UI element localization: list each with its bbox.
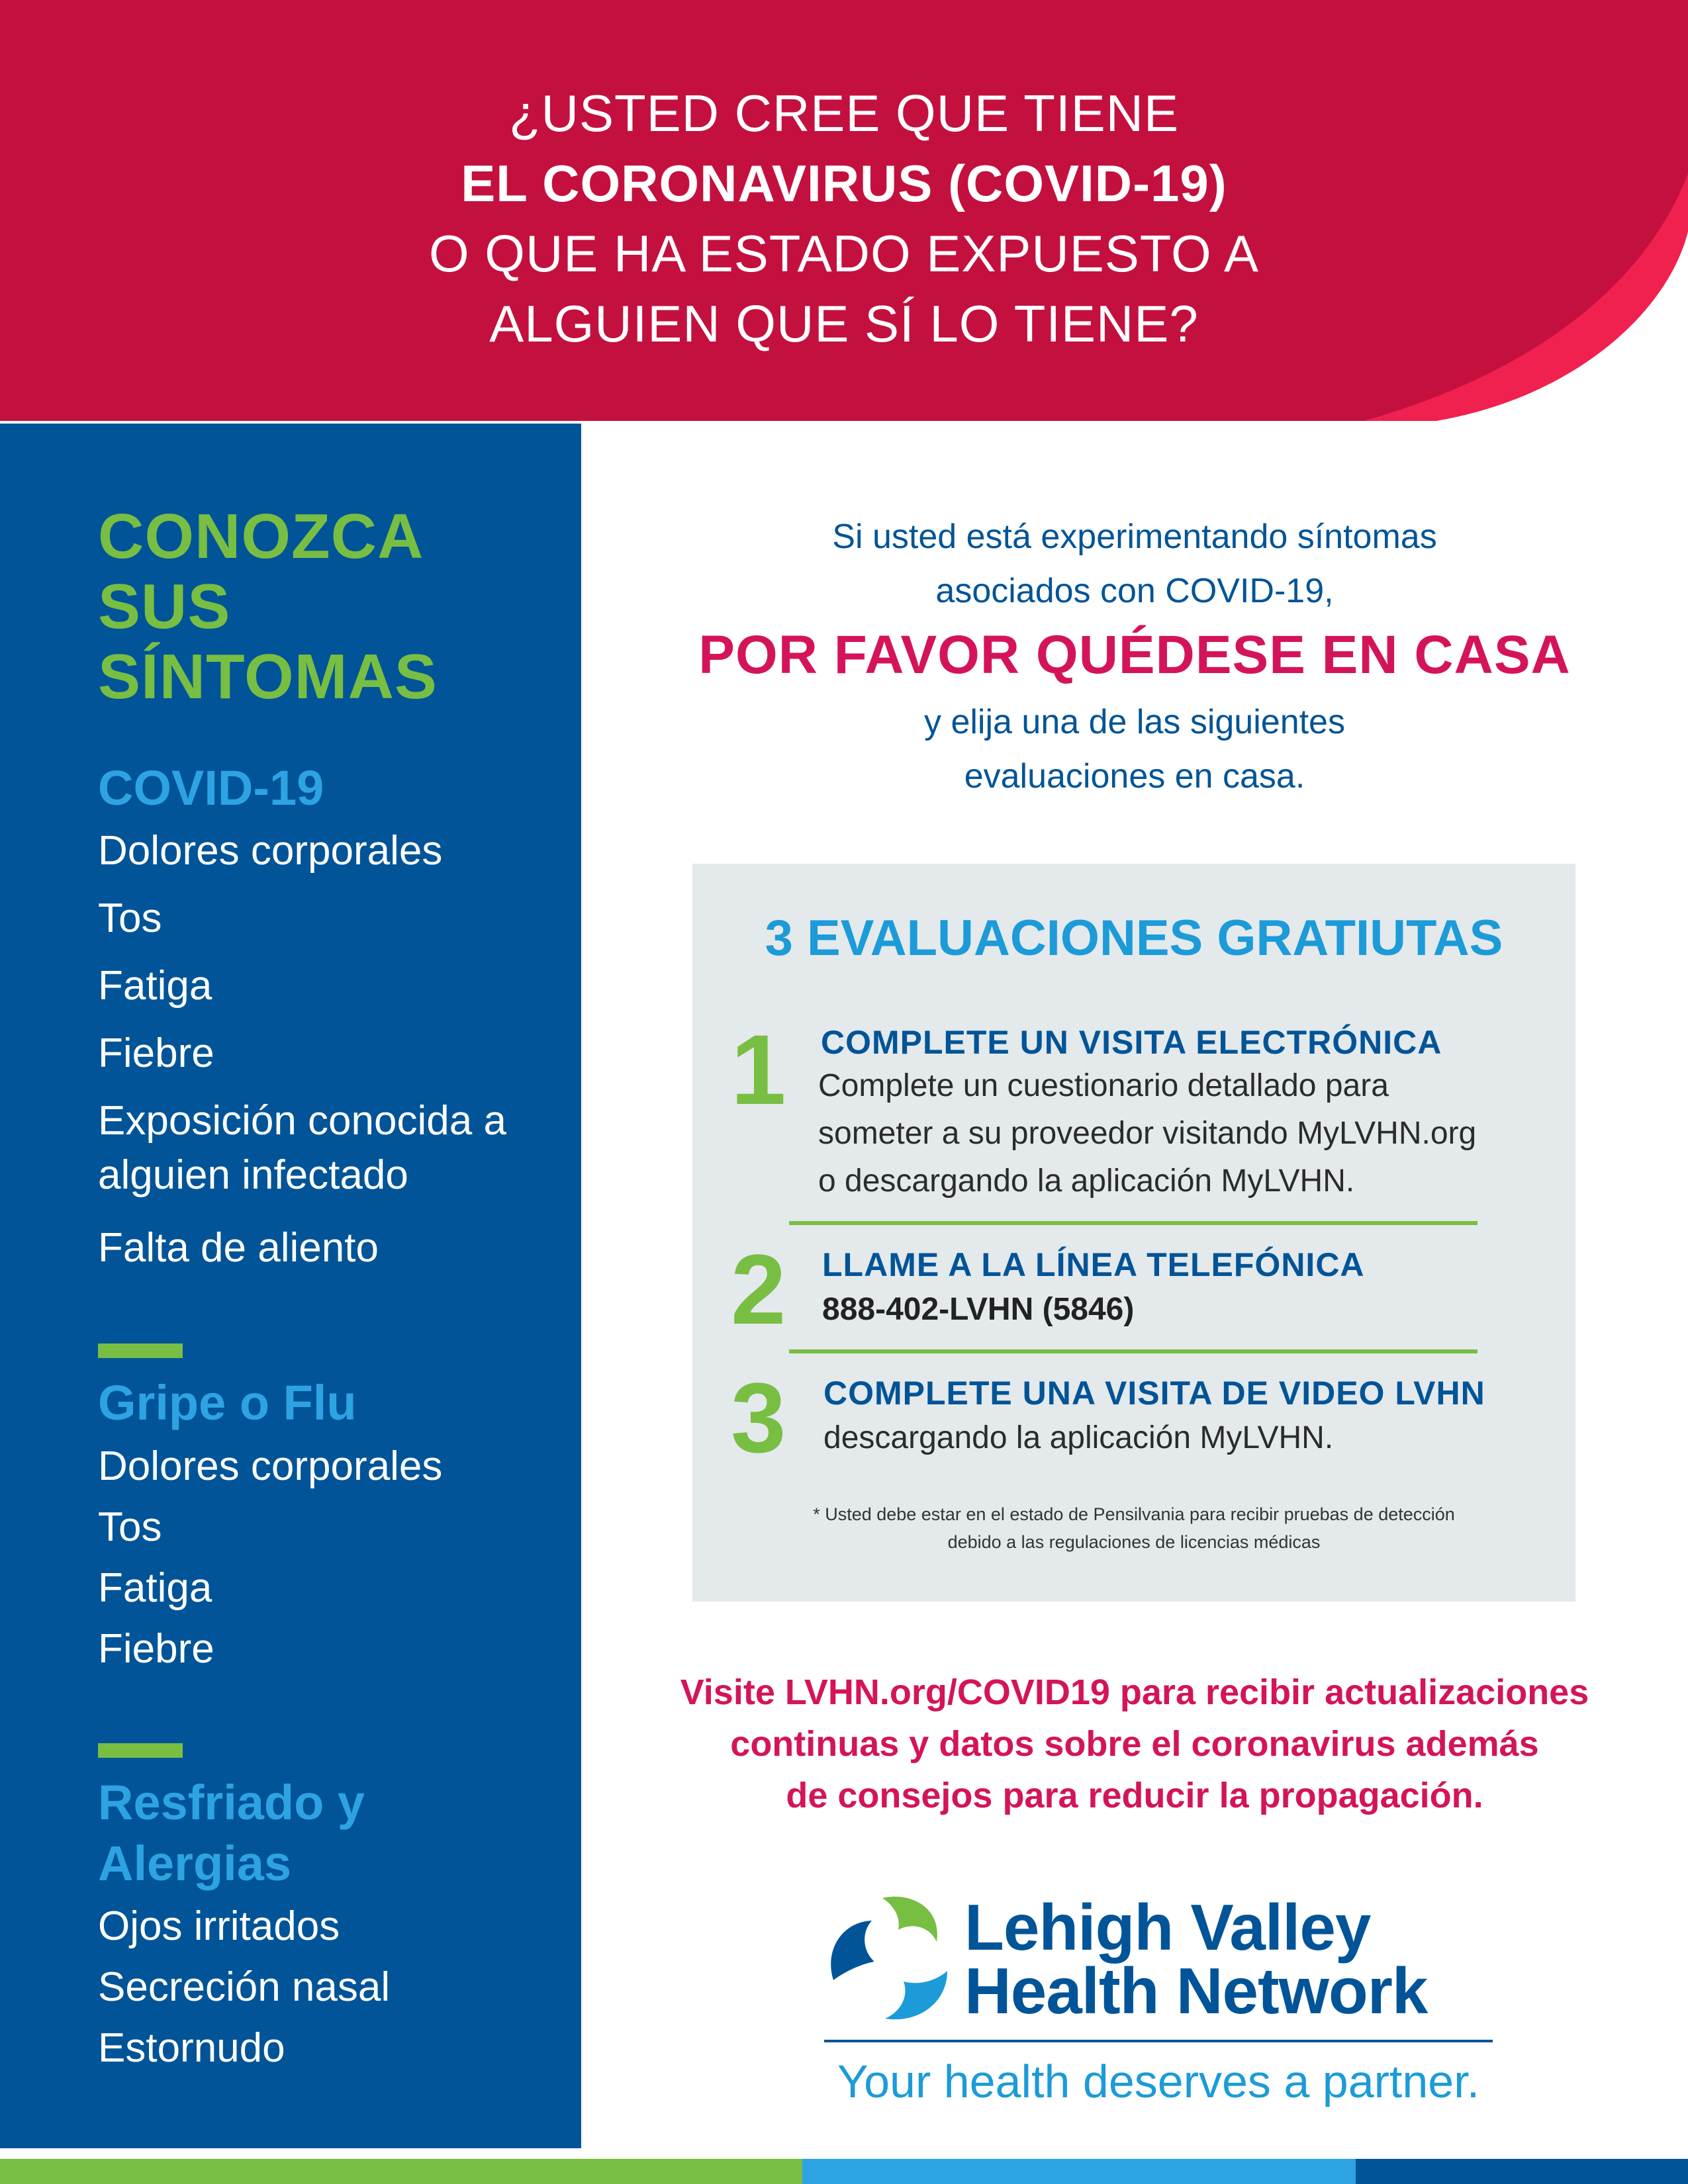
cold-heading [98, 1772, 365, 1894]
sidebar-title [98, 502, 438, 712]
step-description-3: descargando la aplicación MyLVHN. [823, 1420, 1334, 1455]
sidebar-title-line: SÍNTOMAS [98, 641, 438, 712]
symptoms-sidebar [0, 424, 581, 2148]
evaluations-box [692, 864, 1575, 1602]
covid-heading: COVID-19 [98, 760, 324, 815]
visit-line[interactable]: Visite LVHN.org/COVID19 para recibir actualizaciones [680, 1672, 1589, 1712]
strip-green [0, 2159, 802, 2184]
covid-symptom: alguien infectado [98, 1152, 408, 1198]
intro-line: Si usted está experimentando síntomas [832, 518, 1437, 556]
visit-website-note [581, 1666, 1688, 1821]
covid-symptom: Tos [98, 895, 162, 941]
step-description-line: o descargando la aplicación MyLVHN. [818, 1163, 1355, 1199]
intro-line: asociados con COVID-19, [935, 572, 1334, 610]
step-title-2: LLAME A LA LÍNEA TELEFÓNICA [822, 1246, 1365, 1283]
flu-symptom: Dolores corporales [98, 1443, 443, 1489]
header-line-1: ¿USTED CREE QUE TIENE [508, 84, 1180, 142]
step-divider [789, 1221, 1477, 1225]
step-number-3: 3 [731, 1362, 786, 1473]
flu-symptom: Tos [98, 1504, 162, 1550]
step-title-1: COMPLETE UN VISITA ELECTRÓNICA [821, 1024, 1442, 1061]
step-description-line: Complete un cuestionario detallado para [818, 1068, 1389, 1103]
step-number-2: 2 [731, 1234, 786, 1345]
covid-symptom: Exposición conocida a [98, 1098, 506, 1144]
covid-symptom: Fatiga [98, 963, 212, 1009]
strip-navy [1356, 2159, 1688, 2184]
logo-name-line: Lehigh Valley [964, 1891, 1371, 1964]
logo-divider [824, 2040, 1493, 2042]
covid-symptom: Falta de aliento [98, 1225, 379, 1271]
intro-bottom [581, 695, 1688, 803]
lvhn-logo-name [964, 1891, 1428, 2027]
logo-tagline: Your health deserves a partner. [837, 2056, 1480, 2107]
stay-home-emphasis: POR FAVOR QUÉDESE EN CASA [698, 625, 1571, 685]
step-number-1: 1 [731, 1014, 786, 1125]
visit-line: continuas y datos sobre el coronavirus además [730, 1724, 1539, 1764]
step-description-1 [818, 1062, 1476, 1205]
header-line-4: ALGUIEN QUE SÍ LO TIENE? [489, 295, 1199, 353]
intro-line: evaluaciones en casa. [964, 757, 1305, 796]
step-description-line: someter a su proveedor visitando MyLVHN.org [818, 1116, 1477, 1151]
cold-symptom: Estornudo [98, 2025, 285, 2071]
strip-blue [802, 2159, 1356, 2184]
lvhn-logo [824, 1886, 1493, 2118]
covid-symptom: Dolores corporales [98, 828, 443, 874]
cold-heading-line: Resfriado y [98, 1775, 365, 1830]
footnote-line: * Usted debe estar en el estado de Pensilvania para recibir pruebas de detección [813, 1504, 1455, 1524]
step-title-3: COMPLETE UNA VISITA DE VIDEO LVHN [823, 1375, 1485, 1412]
intro-line: y elija una de las siguientes [924, 703, 1345, 741]
bottom-color-strip [0, 2159, 1688, 2184]
covid-symptom: Fiebre [98, 1030, 214, 1076]
intro-top [581, 510, 1688, 618]
sidebar-title-line: SUS [98, 571, 231, 642]
visit-line: de consejos para reducir la propagación. [786, 1776, 1483, 1815]
sidebar-title-line: CONOZCA [98, 501, 424, 572]
section-divider [98, 1343, 183, 1358]
header-question [0, 78, 1688, 359]
header-line-3: O QUE HA ESTADO EXPUESTO A [428, 224, 1260, 283]
cold-symptom: Secreción nasal [98, 1964, 391, 2010]
cold-heading-line: Alergias [98, 1836, 292, 1891]
header-banner [0, 0, 1688, 424]
logo-name-line: Health Network [964, 1954, 1428, 2027]
cold-symptom: Ojos irritados [98, 1903, 340, 1949]
phone-number[interactable]: 888-402-LVHN (5846) [822, 1292, 1135, 1327]
flu-heading: Gripe o Flu [98, 1375, 357, 1430]
evaluations-title: 3 EVALUACIONES GRATIUTAS [765, 910, 1503, 966]
footnote-line: debido a las regulaciones de licencias médicas [947, 1532, 1321, 1552]
flu-symptom: Fiebre [98, 1626, 214, 1672]
flu-symptom: Fatiga [98, 1565, 212, 1611]
lvhn-swirl-icon [824, 1893, 957, 2025]
step-divider [789, 1349, 1477, 1353]
section-divider [98, 1743, 183, 1758]
licensing-footnote [692, 1500, 1575, 1556]
header-line-2: EL CORONAVIRUS (COVID-19) [461, 154, 1227, 212]
